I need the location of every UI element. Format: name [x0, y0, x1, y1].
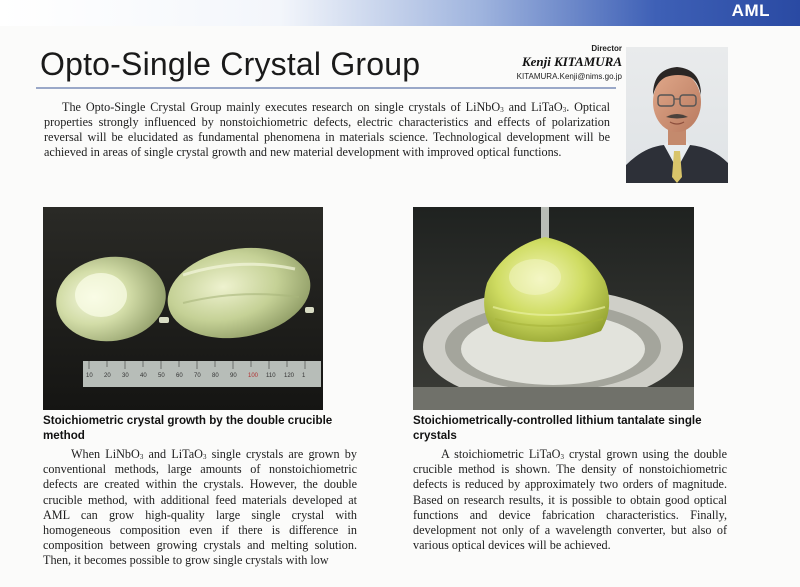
left-body-text	[43, 447, 357, 569]
portrait-illustration	[626, 47, 728, 183]
left-caption: Stoichiometric crystal growth by the double crucible method	[43, 414, 333, 442]
ruler-tick-label: 70	[194, 373, 201, 379]
double-crucible-crystals-photo	[43, 207, 323, 410]
crystal-photo-left-illustration	[43, 207, 323, 410]
aml-tag: AML	[731, 1, 770, 20]
director-role: Director	[591, 44, 622, 53]
intro-paragraph	[44, 100, 610, 160]
ruler-tick-label: 120	[284, 373, 295, 379]
director-portrait	[626, 47, 728, 183]
right-body-text	[413, 447, 727, 553]
intro-text-3: . Optical properties strongly influenced by nonstoichiometric defects, electric characteristics and effects of polarization reversal will be elucidated as fundamental phenomena in materials science. Technological development will be achieved in areas of single crystal growth and new material development with improved optical functions.	[44, 100, 611, 159]
ruler-tick-label: 40	[140, 373, 147, 379]
left-sub-2: 3	[202, 453, 207, 461]
page-title: Opto-Single Crystal Group	[40, 46, 421, 82]
left-text-1: When LiNbO	[71, 447, 140, 461]
top-banner	[0, 0, 800, 26]
intro-text-2: and LiTaO	[503, 100, 563, 114]
ruler-tick-label: 10	[86, 373, 93, 379]
intro-text-1: The Opto-Single Crystal Group mainly executes research on single crystals of LiNbO	[62, 100, 501, 114]
right-text-2: crystal grown using the double crucible method is shown. The density of nonstoichiometric defects is reduced by approximately two orders of magnitude. Based on research results, it is possible to obtain good optical functions and device fabrication characteristics. Finally, development not only of a wavelength converter, but also of various optical devices will be achieved.	[413, 447, 727, 553]
ruler-tick-label: 90	[230, 373, 237, 379]
right-sub-1: 3	[560, 453, 564, 461]
ruler-tick-label: 110	[266, 373, 276, 379]
left-text-2: and LiTaO	[143, 447, 203, 461]
title-divider	[36, 87, 616, 89]
crystal-photo-right-illustration	[413, 207, 694, 410]
left-sub-1: 3	[139, 453, 144, 461]
ruler-tick-label: 80	[212, 373, 219, 379]
lithium-tantalate-crystal-photo	[413, 207, 694, 410]
ruler-tick-label: 60	[176, 373, 183, 379]
director-name: Kenji KITAMURA	[521, 54, 622, 69]
right-caption: Stoichiometrically-controlled lithium tantalate single crystals	[413, 414, 702, 442]
director-email: KITAMURA.Kenji@nims.go.jp	[516, 72, 622, 81]
ruler-tick-label: 30	[122, 373, 129, 379]
ruler-tick-label: 50	[158, 373, 165, 379]
ruler-tick-label: 1	[302, 373, 306, 379]
intro-sub-1: 3	[500, 106, 504, 114]
director-info	[517, 44, 622, 81]
left-text-3: single crystals are grown by conventional methods, large amounts of nonstoichiometric defects are created within the crystals. However, the double crucible method, with additional feed materials developed at AML can grow high-quality large single crystal with homogeneous composition even if there is difference in composition between growing crystals and melting solution. Then, it becomes possible to grow single crystals with low	[43, 447, 357, 568]
intro-sub-2: 3	[562, 106, 567, 114]
ruler-tick-label: 100	[248, 373, 259, 379]
right-text-1: A stoichiometric LiTaO	[441, 447, 561, 461]
ruler-tick-label: 20	[104, 373, 111, 379]
